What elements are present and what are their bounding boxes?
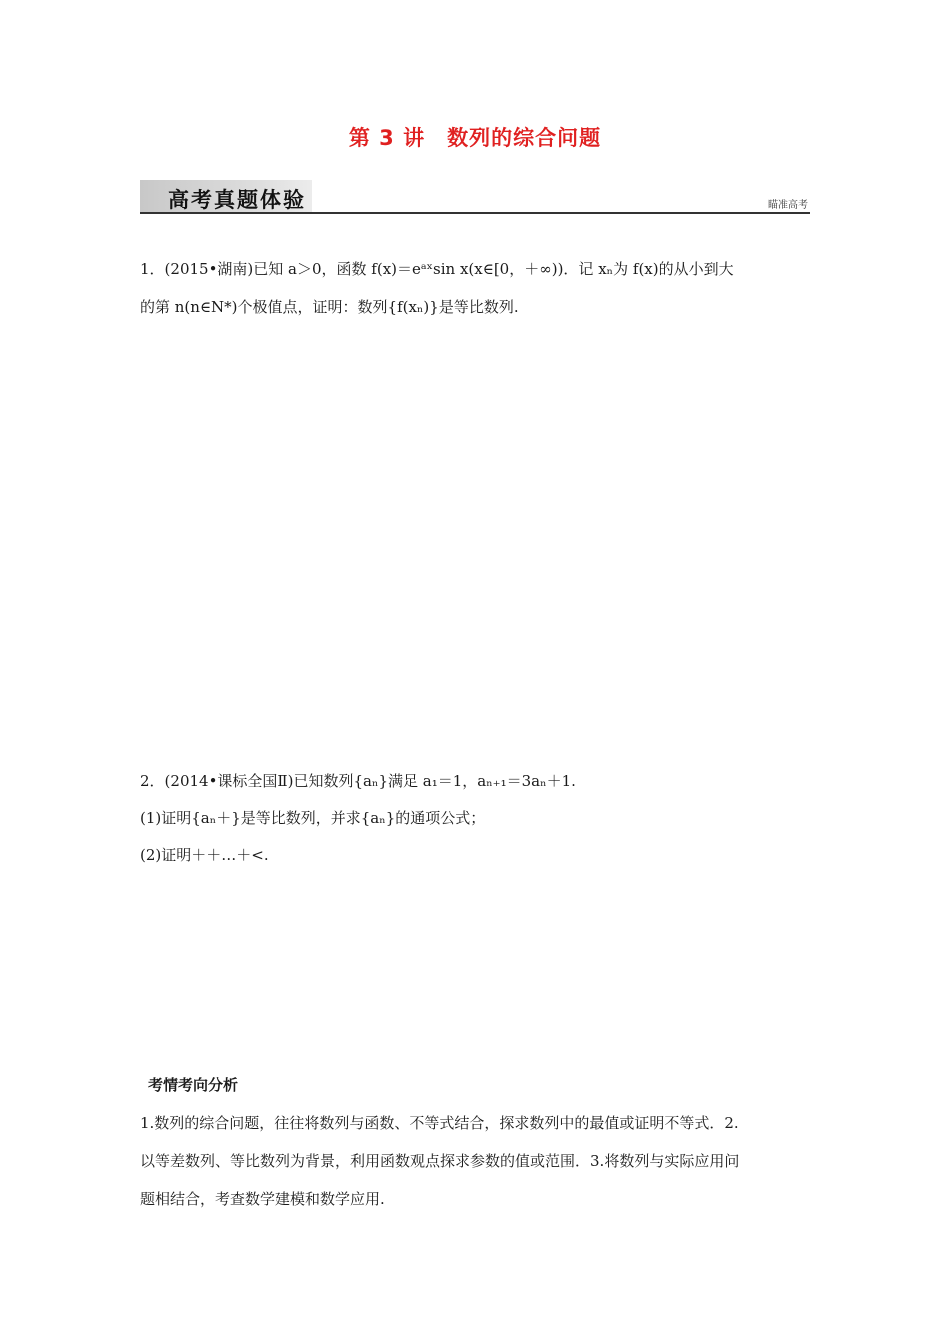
analysis-line-3: 题相结合，考查数学建模和数学应用.: [140, 1190, 385, 1208]
question-2-part-2: (2)证明＋＋…＋<.: [140, 846, 269, 864]
section-tag: 瞄准高考: [768, 200, 808, 211]
question-2: [140, 763, 810, 874]
analysis-line-1: 1.数列的综合问题，往往将数列与函数、不等式结合，探求数列中的最值或证明不等式．2.: [140, 1114, 739, 1132]
page-title: [0, 122, 950, 152]
question-2-part-1: (1)证明{aₙ＋}是等比数列，并求{aₙ}的通项公式；: [140, 809, 486, 827]
lecture-title: 数列的综合问题: [447, 126, 602, 150]
analysis-line-2: 以等差数列、等比数列为背景，利用函数观点探求参数的值或范围．3.将数列与实际应用问: [140, 1152, 740, 1170]
section-divider: [140, 212, 810, 214]
analysis-heading: 考情考向分析: [148, 1076, 239, 1094]
section-header: [140, 180, 810, 214]
section-title: 高考真题体验: [168, 188, 306, 212]
question-1-line-2: 的第 n(n∈N*)个极值点，证明：数列{f(xₙ)}是等比数列.: [140, 298, 519, 316]
question-1-line-1: 1．(2015•湖南)已知 a＞0，函数 f(x)＝eᵃˣsin x(x∈[0，＋∞))．记 xₙ为 f(x)的从小到大: [140, 260, 734, 278]
question-2-stem: 2．(2014•课标全国Ⅱ)已知数列{aₙ}满足 a₁＝1，aₙ₊₁＝3aₙ＋1.: [140, 772, 576, 790]
lecture-number: 第 3 讲: [348, 126, 426, 150]
analysis-body: [140, 1104, 810, 1218]
question-1: [140, 250, 810, 326]
